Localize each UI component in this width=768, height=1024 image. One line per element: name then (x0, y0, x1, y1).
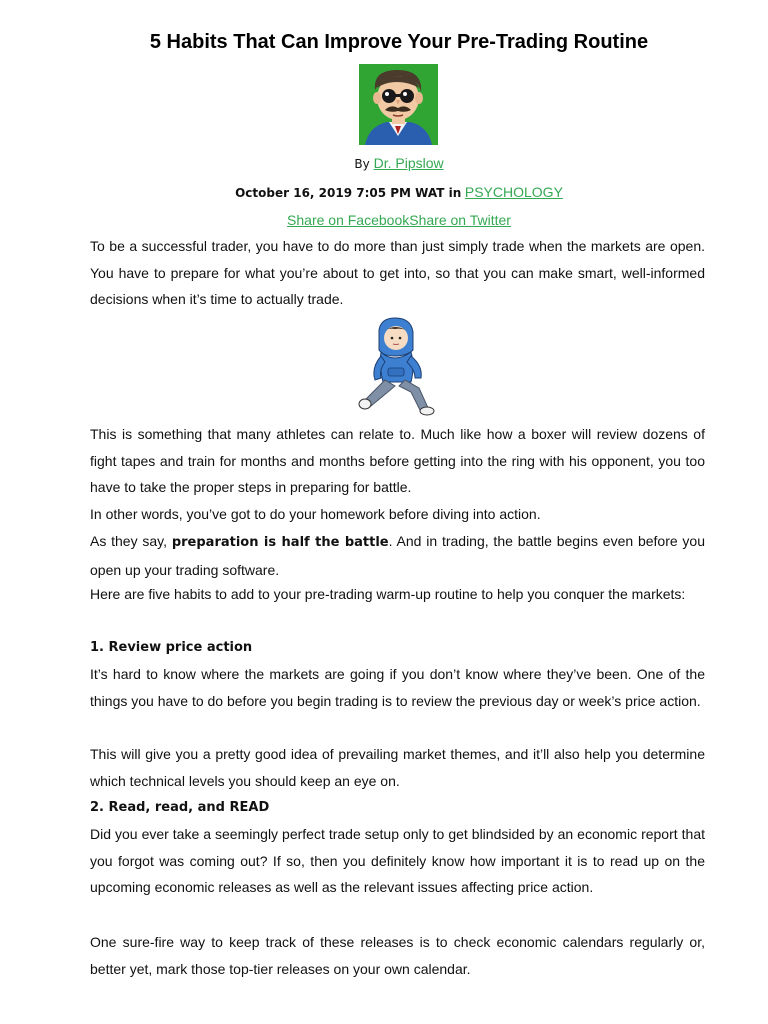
hoodie-stretching-figure-icon (357, 316, 439, 416)
article-title: 5 Habits That Can Improve Your Pre-Trading Routine (149, 31, 649, 53)
five-habits-paragraph: Here are five habits to add to your pre-trading warm-up routine to help you conquer the markets: (90, 586, 686, 602)
calendar-paragraph: One sure-fire way to keep track of these releases is to check economic calendars regularly or, better yet, mark those top-tier releases on your own calendar. (90, 934, 705, 977)
economic-report-paragraph: Did you ever take a seemingly perfect trade setup only to get blindsided by an economic report that you forgot was coming out? If so, then you definitely know how important it is to read up on the upcoming economic releases as well as the relevant issues affecting price action. (90, 826, 705, 896)
author-link[interactable]: Dr. Pipslow (373, 155, 444, 171)
habit-1-heading: 1. Review price action (90, 640, 253, 655)
author-byline (0, 153, 768, 174)
category-link[interactable]: PSYCHOLOGY (464, 184, 563, 200)
homework-paragraph: In other words, you’ve got to do your homework before diving into action. (90, 506, 541, 522)
share-links (0, 210, 768, 230)
price-action-paragraph: It’s hard to know where the markets are going if you don’t know where they’ve been. One of the things you have to do before you begin trading is to review the previous day or week’s price action. (90, 666, 705, 709)
cartoon-man-glasses-mustache-icon (359, 64, 438, 145)
dateline (0, 182, 768, 203)
athletes-paragraph: This is something that many athletes can relate to. Much like how a boxer will review dozens of fight tapes and train for months and months before getting into the ring with his opponent, you too have to take the proper steps in preparing for battle. (90, 426, 705, 496)
preparation-text-after: . And in trading, the battle begins even before you open up your trading software. (90, 533, 706, 578)
share-facebook-link[interactable]: Share on Facebook (287, 212, 410, 228)
market-themes-paragraph: This will give you a pretty good idea of prevailing market themes, and it’ll also help you determine which technical levels you should keep an eye on. (90, 746, 705, 789)
by-label: By (354, 157, 370, 171)
intro-paragraph: To be a successful trader, you have to do more than just simply trade when the markets are open. You have to prepare for what you’re about to get into, so that you can make smart, well-informed decisions when it’s time to actually trade. (90, 238, 705, 308)
author-avatar (359, 64, 438, 145)
preparation-paragraph (90, 528, 705, 583)
preparation-bold-text: preparation is half the battle (171, 535, 389, 550)
share-twitter-link[interactable]: Share on Twitter (409, 212, 511, 228)
publish-date: October 16, 2019 7:05 PM WAT in (235, 186, 462, 200)
habit-2-heading: 2. Read, read, and READ (90, 800, 270, 815)
preparation-text-before: As they say, (90, 533, 172, 549)
